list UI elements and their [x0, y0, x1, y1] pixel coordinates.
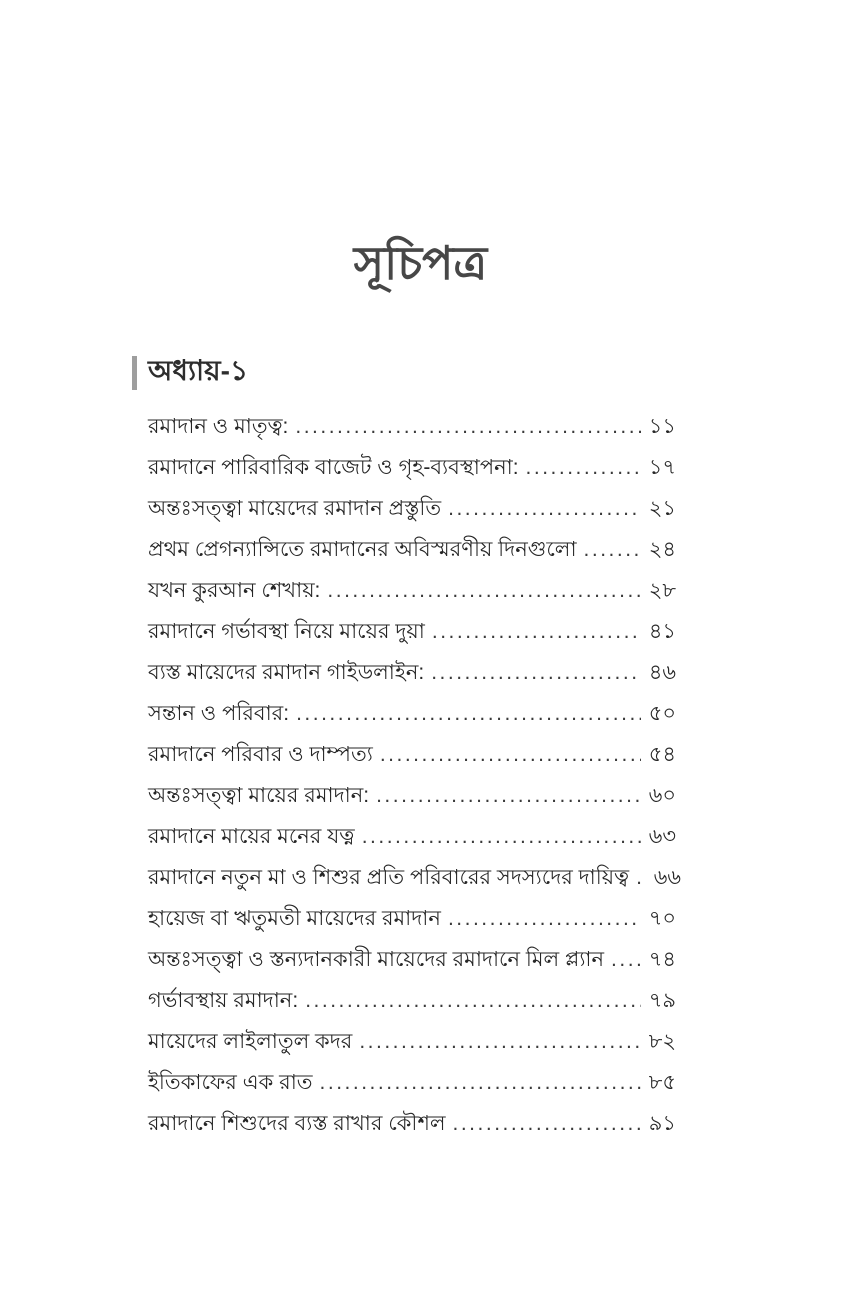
toc-entry	[148, 775, 676, 816]
toc-entry-page-number: ৪১	[648, 620, 676, 643]
toc-entry-page-number: ৯১	[648, 1112, 676, 1135]
toc-entry	[148, 898, 676, 939]
toc-entry-page-number: ২৪	[648, 538, 676, 561]
toc-entry-page-number: ৭০	[648, 907, 676, 930]
toc-content	[148, 352, 682, 1144]
toc-entry-title: রমাদানে গর্ভাবস্থা নিয়ে মায়ের দুয়া	[148, 620, 425, 643]
toc-entry-title: সন্তান ও পরিবার:	[148, 702, 290, 725]
dotted-leader	[295, 406, 641, 447]
toc-entry-title: হায়েজ বা ঋতুমতী মায়েদের রমাদান	[148, 907, 441, 930]
dotted-leader	[526, 447, 641, 488]
toc-entry-page-number: ২৮	[648, 579, 676, 602]
toc-entry	[148, 693, 676, 734]
toc-entry-page-number: ৬৩	[648, 825, 676, 848]
toc-entry-title: রমাদান ও মাতৃত্ব:	[148, 415, 289, 438]
toc-entry-title: রমাদানে মায়ের মনের যত্ন	[148, 825, 355, 848]
dotted-leader	[362, 816, 641, 857]
toc-list	[148, 406, 682, 1144]
toc-entry	[148, 1103, 676, 1144]
toc-entry-page-number: ৭৯	[648, 989, 676, 1012]
toc-entry	[148, 652, 676, 693]
dotted-leader	[296, 693, 641, 734]
toc-entry	[148, 611, 676, 652]
dotted-leader	[327, 570, 641, 611]
toc-entry-page-number: ৫০	[648, 702, 676, 725]
toc-entry-title: রমাদানে নতুন মা ও শিশুর প্রতি পরিবারের সদস্যদের দায়িত্ব	[148, 866, 630, 889]
dotted-leader	[431, 652, 641, 693]
toc-entry-title: প্রথম প্রেগন্যান্সিতে রমাদানের অবিস্মরণীয় দিনগুলো	[148, 538, 577, 561]
toc-entry-page-number: ৮২	[648, 1030, 676, 1053]
dotted-leader	[636, 857, 646, 898]
chapter-heading	[132, 352, 676, 394]
toc-entry-title: অন্তঃসত্ত্বা ও স্তন্যদানকারী মায়েদের রমাদানে মিল প্ল্যান	[148, 948, 605, 971]
dotted-leader	[380, 734, 641, 775]
dotted-leader	[376, 775, 641, 816]
toc-entry-title: অন্তঃসত্ত্বা মায়েদের রমাদান প্রস্তুতি	[148, 497, 442, 520]
toc-entry	[148, 447, 676, 488]
chapter-accent-bar	[132, 356, 137, 390]
toc-entry-title: গর্ভাবস্থায় রমাদান:	[148, 989, 299, 1012]
toc-entry	[148, 816, 676, 857]
dotted-leader	[611, 939, 641, 980]
toc-entry-title: ইতিকাফের এক রাত	[148, 1071, 313, 1094]
toc-entry-title: যখন কুরআন শেখায়:	[148, 579, 321, 602]
toc-entry	[148, 939, 676, 980]
toc-entry-page-number: ৪৬	[648, 661, 676, 684]
toc-entry-page-number: ১৭	[648, 456, 676, 479]
dotted-leader	[453, 1103, 641, 1144]
toc-entry-page-number: ৫৪	[648, 743, 676, 766]
dotted-leader	[320, 1062, 641, 1103]
toc-entry-page-number: ৭৪	[648, 948, 676, 971]
toc-entry	[148, 734, 676, 775]
dotted-leader	[359, 1021, 641, 1062]
toc-entry-title: মায়েদের লাইলাতুল কদর	[148, 1030, 353, 1053]
toc-entry	[148, 857, 682, 898]
toc-entry-page-number: ৬৬	[653, 866, 682, 889]
page-title: সূচিপত্র	[353, 237, 488, 289]
dotted-leader	[432, 611, 641, 652]
toc-entry	[148, 1062, 676, 1103]
toc-entry-title: রমাদানে পারিবারিক বাজেট ও গৃহ-ব্যবস্থাপনা:	[148, 456, 519, 479]
toc-entry-title: রমাদানে শিশুদের ব্যস্ত রাখার কৌশল	[148, 1112, 446, 1135]
toc-entry	[148, 1021, 676, 1062]
toc-entry	[148, 980, 676, 1021]
toc-entry	[148, 529, 676, 570]
dotted-leader	[584, 529, 641, 570]
toc-entry-page-number: ৬০	[648, 784, 676, 807]
toc-entry-title: অন্তঃসত্ত্বা মায়ের রমাদান:	[148, 784, 370, 807]
toc-entry-title: রমাদানে পরিবার ও দাম্পত্য	[148, 743, 373, 766]
toc-entry-page-number: ৮৫	[648, 1071, 676, 1094]
dotted-leader	[448, 488, 641, 529]
toc-entry-page-number: ১১	[648, 415, 676, 438]
dotted-leader	[448, 898, 641, 939]
toc-entry-page-number: ২১	[648, 497, 676, 520]
toc-entry-title: ব্যস্ত মায়েদের রমাদান গাইডলাইন:	[148, 661, 425, 684]
toc-entry	[148, 570, 676, 611]
toc-entry	[148, 488, 676, 529]
chapter-heading-label: অধ্যায়-১	[148, 355, 249, 386]
dotted-leader	[305, 980, 641, 1021]
toc-entry	[148, 406, 676, 447]
